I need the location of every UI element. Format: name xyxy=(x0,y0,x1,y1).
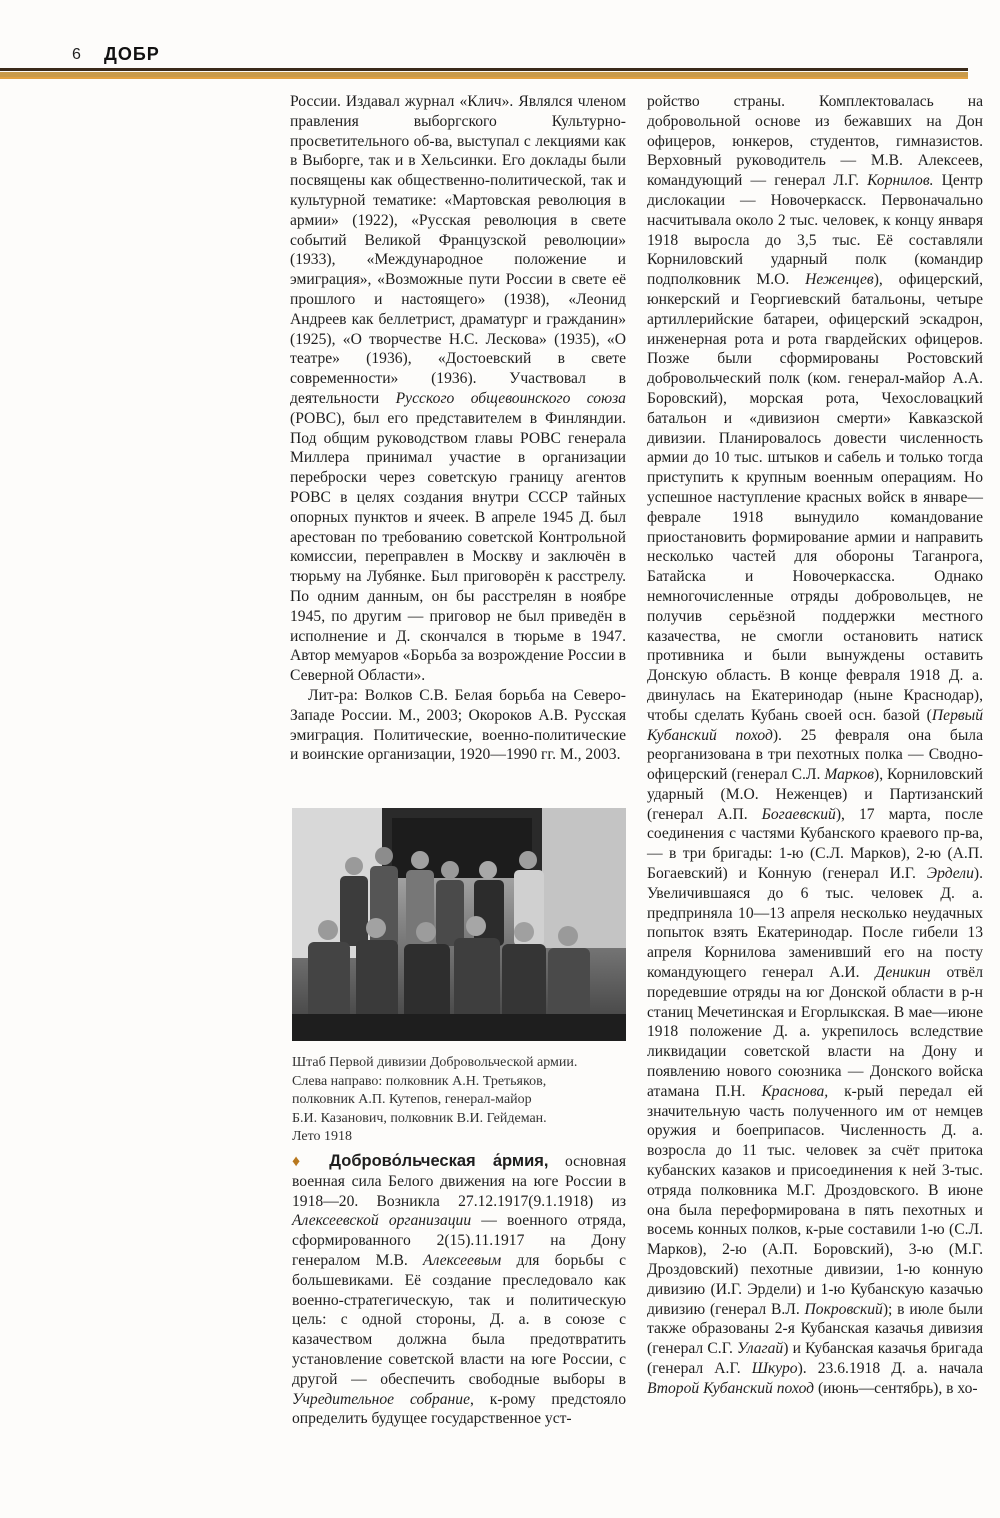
diamond-bullet-icon: ♦ xyxy=(292,1153,313,1170)
rovs-link-text: Русского общевоинского союза xyxy=(395,389,626,407)
header-rule-orange xyxy=(0,77,968,79)
caption-line: полковник А.П. Кутепов, генерал-майор xyxy=(292,1092,532,1107)
right-paragraph: ройство страны. Комплектовалась на добровольной основе из бежавших на Дон офицеров, юнкеров, студентов, гимназистов. Верховный руководитель — М.В. Алексеев, командующий — генерал Л.Г. Корнилов. Центр дислокации — Новочеркасск. Первоначально насчитывала около 2 тыс. человек, к концу января 1918 выросла до 3,5 тыс. Её составляли Корниловский ударный полк (командир подполковник М.О. Неженцев), офицерский, юнкерский и Георгиевский батальоны, четыре артиллерийские батареи, офицерский эскадрон, инженерная рота и рота гвардейских офицеров. Позже были сформированы Ростовский добровольческий полк (ком. генерал-майор А.А. Боровский), морская рота, Чехословацкий батальон и «дивизион смерти» Кавказской дивизии. Планировалось довести численность армии до 10 тыс. штыков и сабель и только тогда приступить к крупным военным операциям. Но успешное наступление красных войск в январе—феврале 1918 вынудило командование приостановить формирование армии и направить несколько частей для обороны Таганрога, Батайска и Новочеркасска. Однако немногочисленные отряды добровольцев, не получив серьёзной поддержки местного казачества, не смогли остановить натиск противника и были вынуждены оставить Донскую область. В конце февраля 1918 Д. а. двинулась на Екатеринодар (ныне Краснодар), чтобы сделать Кубань своей осн. базой (Первый Кубанский поход). 25 февраля она была реорганизована в три пехотных полка — Сводно-офицерский (генерал С.Л. Марков), Корниловский ударный (М.О. Неженцев) и Партизанский (генерал А.П. Богаевский), 17 марта, после соединения с частями Кубанского краевого пр-ва,— в три бригады: 1-ю (С.Л. Марков), 2-ю (А.П. Богаевский) и Конную (генерал И.Г. Эрдели). Увеличившаяся до 6 тыс. человек Д. а. предприняла 10—13 апреля несколько неудачных попыток взять Екатеринодар. После гибели 13 апреля Корнилова заменивший его на посту командующего генерал А.И. Деникин отвёл поредевшие отряды на юг Донской области в р-н станиц Мечетинская и Егорлыкская. В мае—июне 1918 положение Д. а. укрепилось вследствие ликвидации советской власти на Дону и появлению нового союзника — Донского войска атамана П.Н. Краснова, к-рый передал ей значительную часть полученного им от немцев оружия и боеприпасов. Численность Д. а. возросла до 11 тыс. человек за счёт притока кубанских казаков и присоединения к ней 3-тыс. отряда полковника М.Г. Дроздовского. В июне она была переформирована в пять пехотных и восемь конных полков, к-рые составили 1-ю (С.Л. Марков), 2-ю (А.П. Боровский), 3-ю (М.Г. Дроздовский) пехотные дивизии, 1-ю конную дивизию (И.Г. Эрдели) и 1-ю Кубанскую казачью дивизию (генерал В.Л. Покровский); в июле были также образованы 2-я Кубанская казачья дивизия (генерал С.Г. Улагай) и Кубанская казачья бригада (генерал А.Г. Шкуро). 23.6.1918 Д. а. начала Второй Кубанский поход (июнь—сентябрь), в хо- xyxy=(647,93,984,1397)
caption-line: Б.И. Казанович, полковник В.И. Гейдеман. xyxy=(292,1110,547,1126)
page-header xyxy=(0,40,1000,90)
left-paragraph: России. Издавал журнал «Клич». Являлся членом правления выборгского Культурно-просветительного об-ва, выступал с лекциями как в Выборге, так и в Хельсинки. Его доклады были посвящены как общественно-политической, так и культурной тематике: «Мартовская революция в армии» (1922), «Русская революция в свете событий Великой Французской революции» (1933), «Международное положение и эмиграция», «Возможные пути России в свете её прошлого и настоящего» (1938), «Леонид Андреев как беллетрист, драматург и гражданин» (1925), «О творчестве Н.С. Лескова» (1935), «О театре» (1936), «Достоевский в свете современности» (1936). Участвовал в деятельности Русского общевоинского союза (РОВС), был его представителем в Финляндии. Под общим руководством главы РОВС генерала Миллера принимал участие в организации переброски через советскую границу агентов РОВС в целях создания внутри СССР тайных опорных пунктов и ячеек. В апреле 1945 Д. был арестован по требованию советской Контрольной комиссии, переправлен в Москву и заключён в тюрьму на Лубянке. Был приговорён к расстрелу. По одним данным, он бы расстрелян в ноябре 1945, по другим — приговор не был приведён в исполнение и Д. скончался в тюрьме в 1947. Автор мемуаров «Борьба за возрождение России в Северной Области». xyxy=(290,93,626,685)
entry-headword: Доброво́льческая а́рмия, xyxy=(329,1152,549,1170)
caption-line: Слева направо: полковник А.Н. Третьяков, xyxy=(292,1073,547,1089)
right-column xyxy=(647,92,983,1399)
header-rule-dark xyxy=(0,68,968,71)
caption-line: Лето 1918 xyxy=(292,1129,353,1144)
dictionary-entry: ♦ Доброво́льческая а́рмия, основная военная сила Белого движения на юге России в 1918—20. Возникла 27.12.1917(9.1.1918) из Алексеевской организации — военного отряда, сформированного 2(15).11.1917 на Дону генералом М.В. Алексеевым для борьбы с большевиками. Её создание преследовало как военно-стратегическую, так и политическую цель: с одной стороны, Д. а. в союзе с казачеством должна была предотвратить установление советской власти на юге России, с другой — обеспечить свободные выборы в Учредительное собрание, к-рому предстояло определить будущее государственное уст- xyxy=(292,1152,626,1428)
caption-line: Штаб Первой дивизии Добровольческой армии. xyxy=(292,1055,578,1070)
left-column xyxy=(290,92,626,765)
photo-caption xyxy=(292,1054,626,1147)
literature-paragraph: Лит-ра: Волков С.В. Белая борьба на Северо-Западе России. М., 2003; Окороков А.В. Русская эмиграция. Политические, военно-политические и воинские организации, 1920—1990 гг. М., 2003. xyxy=(290,686,626,764)
page-number: 6 xyxy=(72,46,81,63)
running-head: ДОБР xyxy=(104,44,160,64)
group-photo-image xyxy=(292,808,626,1041)
archival-photo xyxy=(292,808,626,1041)
